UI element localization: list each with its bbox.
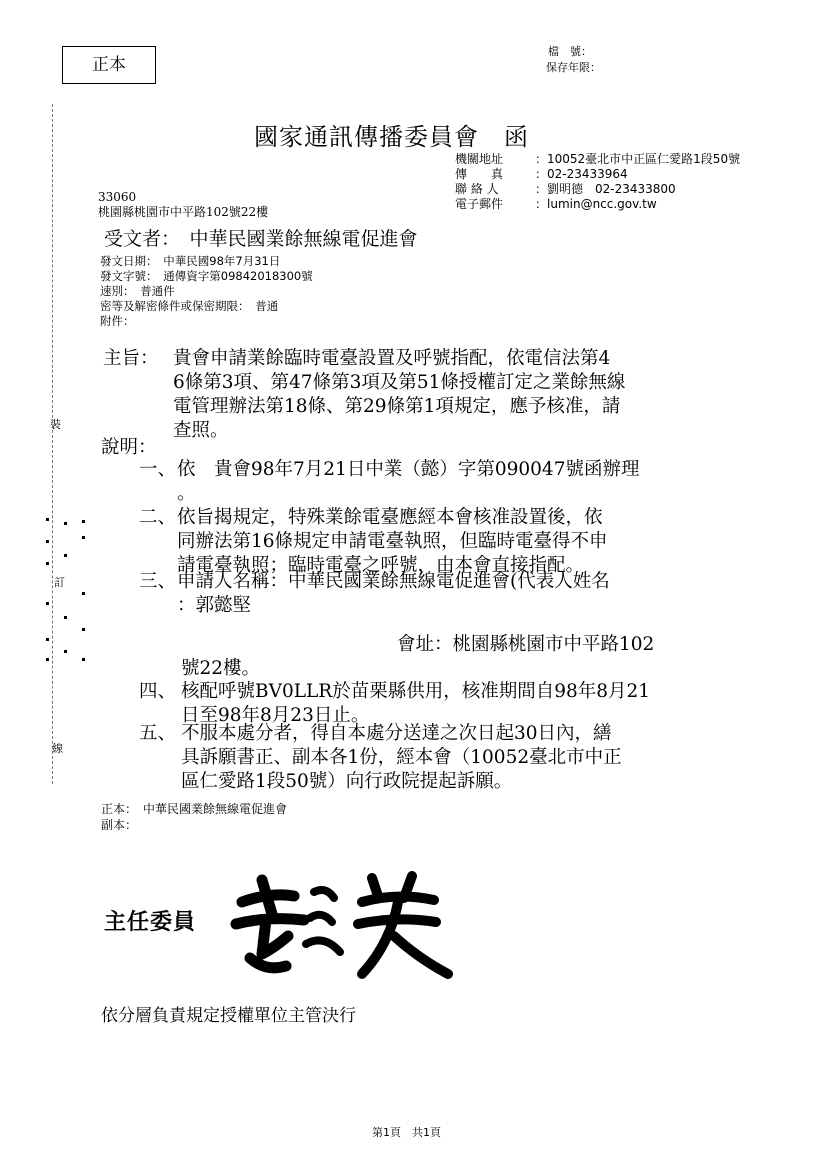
agency-address: ：10052臺北市中正區仁愛路1段50號 <box>535 152 741 166</box>
item-3-number: 三、 <box>138 571 176 592</box>
subject-text <box>173 347 625 443</box>
recipient-zip: 33060 <box>98 190 137 204</box>
item-line: 依 貴會98年7月21日中業（懿）字第090047號函辦理 <box>177 459 640 480</box>
item-5-text <box>181 722 622 794</box>
agency-fax: ：02-23433964 <box>535 167 628 181</box>
contact-person: ：劉明德 02-23433800 <box>535 182 676 196</box>
copies-block <box>101 801 287 833</box>
retention-label: 保存年限： <box>546 61 601 74</box>
item-line: 區仁愛路1段50號）向行政院提起訴願。 <box>181 771 513 792</box>
item-line: 具訴願書正、副本各1份，經本會（10052臺北市中正 <box>181 747 622 768</box>
subject-line: 貴會申請業餘臨時電臺設置及呼號指配，依電信法第4 <box>173 348 611 369</box>
item-5-number: 五、 <box>138 723 176 744</box>
item-2-number: 二、 <box>138 507 176 528</box>
page-number: 第1頁 共1頁 <box>372 1126 441 1139</box>
item-4-text <box>181 680 650 728</box>
agency-contact-block <box>455 152 740 212</box>
recipient-address <box>98 190 268 220</box>
file-number-label: 檔 號： <box>548 45 592 58</box>
fax-label: 傳 真 <box>455 167 504 181</box>
secrecy-level: 密等及解密條件或保密期限： 普通 <box>100 299 279 313</box>
delegation-statement: 依分層負責規定授權單位主管決行 <box>101 1006 356 1026</box>
recipient-address-line: 桃園縣桃園市中平路102號22樓 <box>98 205 269 219</box>
item-line: 。 <box>177 483 196 504</box>
item-2-text <box>177 506 608 578</box>
issue-number: 發文字號： 通傳資字第09842018300號 <box>100 269 313 283</box>
document-meta <box>100 254 313 329</box>
binding-mark-middle: 訂 <box>54 576 65 589</box>
attachments-label: 附件： <box>100 314 135 328</box>
delivery-speed: 速別： 普通件 <box>100 284 175 298</box>
item-line: ：郭懿堅 <box>177 595 252 616</box>
archive-info <box>546 44 601 76</box>
issue-date: 發文日期： 中華民國98年7月31日 <box>100 254 281 268</box>
item-line: 請電臺執照；臨時電臺之呼號，由本會直接指配。 <box>177 555 585 576</box>
subject-line: 電管理辦法第18條、第29條第1項規定，應予核准，請 <box>173 396 621 417</box>
item-line: 不服本處分者，得自本處分送達之次日起30日內，繕 <box>181 723 612 744</box>
item-line: 核配呼號BV0LLR於苗栗縣供用，核准期間自98年8月21 <box>181 681 651 702</box>
item-line: 同辦法第16條規定申請電臺執照，但臨時電臺得不申 <box>177 531 608 552</box>
applicant-address-continued: 號22樓。 <box>181 658 261 679</box>
item-line: 日至98年8月23日止。 <box>181 705 370 726</box>
address-label: 機關地址 <box>455 152 504 166</box>
item-3-text <box>177 570 610 618</box>
signer-title: 主任委員 <box>104 910 197 935</box>
binding-mark-bottom: 線 <box>52 742 63 755</box>
carbon-copy: 副本： <box>101 818 138 832</box>
explanation-label: 說明： <box>101 437 157 458</box>
binding-mark-top: 裝 <box>50 418 61 431</box>
subject-label: 主旨： <box>103 348 159 369</box>
item-1-number: 一、 <box>138 459 176 480</box>
applicant-address: 會址：桃園縣桃園市中平路102 <box>397 634 655 655</box>
main-copy: 正本： 中華民國業餘無線電促進會 <box>101 802 288 816</box>
item-line: 依旨揭規定，特殊業餘電臺應經本會核准設置後，依 <box>177 507 603 528</box>
item-line: 申請人名稱：中華民國業餘無線電促進會(代表人姓名 <box>177 571 610 592</box>
document-title: 國家通訊傳播委員會 函 <box>254 123 529 151</box>
contact-email: ：lumin@ncc.gov.tw <box>535 197 657 211</box>
item-4-number: 四、 <box>138 681 176 702</box>
subject-line: 6條第3項、第47條第3項及第51條授權訂定之業餘無線 <box>173 372 626 393</box>
handwritten-signature <box>222 862 462 990</box>
contact-person-label: 聯 絡 人 <box>455 182 499 196</box>
binding-dot-line <box>38 510 98 670</box>
binding-line <box>52 104 54 784</box>
recipient: 受文者： 中華民國業餘無線電促進會 <box>104 228 418 250</box>
email-label: 電子郵件 <box>455 197 504 211</box>
original-copy-stamp: 正本 <box>62 46 156 84</box>
item-1-text <box>177 458 639 506</box>
subject-line: 查照。 <box>173 420 229 441</box>
